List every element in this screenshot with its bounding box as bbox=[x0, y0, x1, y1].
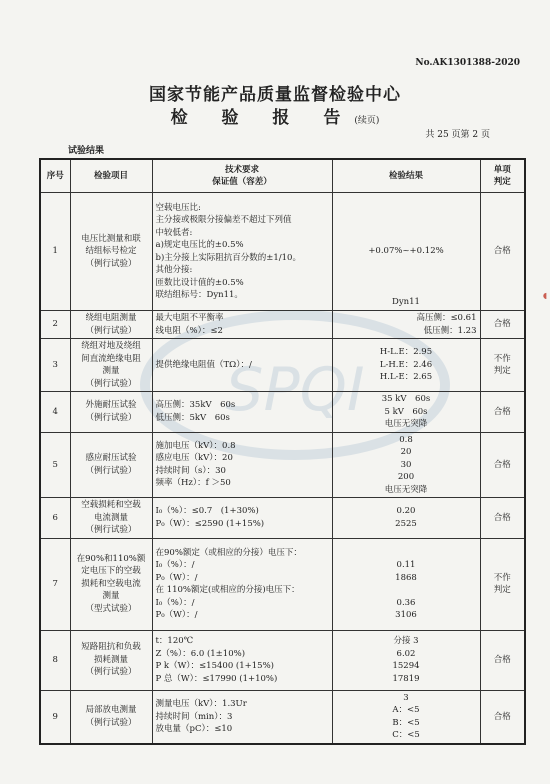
result-line: 电压无突降 bbox=[384, 484, 428, 495]
requirement-line: 空载电压比: bbox=[155, 202, 201, 213]
requirement-line: P₀（W）：/ bbox=[155, 610, 198, 620]
requirement-line: I₀（%）：/ bbox=[155, 560, 195, 570]
row-number bbox=[40, 432, 70, 498]
requirement-line: P₀（W）：≤2590 (1+15%) bbox=[155, 518, 265, 529]
result-line: H-L.E：2.95 bbox=[379, 347, 433, 358]
result-line: 0.11 bbox=[396, 560, 416, 570]
requirement bbox=[152, 498, 332, 539]
row-number bbox=[40, 193, 70, 311]
result-line: 高压侧：≤0.61 bbox=[416, 313, 477, 323]
row-number-text: 3 bbox=[52, 359, 58, 370]
result bbox=[332, 311, 480, 339]
test-item-line: 绕组对地及绕组 bbox=[81, 341, 141, 351]
requirement-line: 在 110%额定(或相应的分接)电压下： bbox=[155, 585, 300, 595]
requirement-line: 其他分接: bbox=[155, 265, 193, 275]
requirement-line: 感应电压（kV）：20 bbox=[155, 453, 233, 464]
result-line: 6.02 bbox=[396, 648, 416, 659]
table-row bbox=[40, 498, 525, 539]
requirement-line: t：120℃ bbox=[155, 636, 194, 646]
verdict bbox=[480, 498, 525, 539]
test-item-line: （例行试验） bbox=[85, 378, 137, 389]
table-row bbox=[40, 193, 525, 311]
result-line: 0.36 bbox=[396, 597, 416, 608]
svg-text:SPQI: SPQI bbox=[225, 355, 365, 425]
requirement bbox=[152, 432, 332, 498]
requirement-line: 持续时间（s）：30 bbox=[155, 465, 226, 476]
requirement bbox=[152, 193, 332, 311]
result-line: Dyn11 bbox=[392, 296, 420, 307]
result-line: 3 bbox=[403, 692, 409, 703]
row-number-text: 5 bbox=[52, 459, 58, 470]
requirement-line: b)主分接上实际阻抗百分数的±1/10。 bbox=[155, 252, 301, 263]
test-item-line: （例行试验） bbox=[85, 525, 137, 535]
requirement-line: 中较低者: bbox=[155, 227, 193, 238]
verdict bbox=[480, 392, 525, 433]
table-row bbox=[40, 392, 525, 433]
requirement-line: P₀（W）：/ bbox=[155, 572, 198, 583]
requirement bbox=[152, 311, 332, 339]
test-item-line: 电压比测量和联 bbox=[81, 233, 141, 244]
verdict bbox=[480, 311, 525, 339]
requirement bbox=[152, 690, 332, 744]
result-line: 3106 bbox=[395, 610, 417, 620]
test-item-line: 定电压下的空载 bbox=[81, 566, 141, 577]
verdict bbox=[480, 630, 525, 690]
row-number-text: 9 bbox=[52, 711, 58, 722]
continued-label: (续页) bbox=[354, 116, 380, 126]
test-item-line: 局部放电测量 bbox=[85, 705, 137, 716]
test-item-line: 绕组电阻测量 bbox=[85, 313, 137, 323]
table-row bbox=[40, 339, 525, 392]
test-item-line: （例行试验） bbox=[85, 412, 137, 423]
verdict bbox=[480, 193, 525, 311]
test-item-line: （例行试验） bbox=[85, 717, 137, 728]
table-row bbox=[40, 630, 525, 690]
report-title: 国家节能产品质量监督检验中心 bbox=[149, 85, 401, 105]
result-line: 分接 3 bbox=[393, 636, 419, 646]
col-no-header: 序号 bbox=[40, 159, 70, 193]
result-line: 低压侧：1.23 bbox=[423, 325, 477, 336]
result-line: 35 kV 60s bbox=[381, 394, 431, 404]
requirement-line: P k（W）：≤15400 (1+15%) bbox=[155, 661, 274, 671]
result-line: 电压无突降 bbox=[384, 419, 428, 429]
verdict bbox=[480, 538, 525, 630]
row-number bbox=[40, 339, 70, 392]
requirement-line: 联结组标号：Dyn11。 bbox=[155, 290, 243, 300]
row-number bbox=[40, 690, 70, 744]
requirement bbox=[152, 538, 332, 630]
result-line: C：<5 bbox=[392, 730, 420, 741]
requirement bbox=[152, 630, 332, 690]
test-item bbox=[70, 311, 152, 339]
col-verdict-header: 单项 判定 bbox=[480, 159, 525, 193]
verdict-text: 合格 bbox=[493, 406, 511, 417]
requirement-line: 放电量（pC）：≤10 bbox=[155, 724, 233, 734]
requirement-line: a)规定电压比的±0.5% bbox=[155, 240, 244, 250]
test-item-line: （型式试验） bbox=[85, 603, 137, 614]
table-row bbox=[40, 432, 525, 498]
red-stamp-edge: ◖ bbox=[540, 290, 550, 300]
col-result-header: 检验结果 bbox=[332, 159, 480, 193]
result bbox=[332, 630, 480, 690]
verdict-text: 合格 bbox=[493, 512, 511, 523]
test-item bbox=[70, 690, 152, 744]
requirement bbox=[152, 339, 332, 392]
result-line: +0.07%~+0.12% bbox=[368, 246, 444, 256]
row-number-text: 6 bbox=[52, 512, 58, 523]
report-number: No.AK1301388-2020 bbox=[415, 58, 520, 68]
verdict-text: 不作 判定 bbox=[493, 572, 511, 595]
requirement-line: 提供绝缘电阻值（TΩ）：/ bbox=[155, 359, 252, 370]
test-item bbox=[70, 392, 152, 433]
result-line: 5 kV 60s bbox=[384, 406, 428, 417]
test-item bbox=[70, 630, 152, 690]
result-line: 0.8 bbox=[399, 434, 413, 445]
verdict-text: 合格 bbox=[493, 246, 511, 257]
row-number bbox=[40, 538, 70, 630]
requirement-line: 匝数比设计值的±0.5% bbox=[155, 277, 244, 288]
requirement-line: 低压侧：5kV 60s bbox=[155, 412, 230, 423]
row-number bbox=[40, 392, 70, 433]
verdict-text: 不作 判定 bbox=[493, 353, 511, 376]
test-item-line: 测量 bbox=[102, 591, 120, 602]
requirement-line: 频率（Hz）：f ＞50 bbox=[155, 478, 231, 489]
result-line: 15294 bbox=[392, 661, 420, 671]
requirement-line: 施加电压（kV）：0.8 bbox=[155, 440, 236, 451]
test-item-line: （例行试验） bbox=[85, 325, 137, 336]
test-item bbox=[70, 339, 152, 392]
test-item bbox=[70, 498, 152, 539]
requirement-line: 持续时间（min）：3 bbox=[155, 711, 233, 722]
verdict bbox=[480, 690, 525, 744]
result-line: A：<5 bbox=[392, 705, 420, 716]
test-item-line: 间直流绝缘电阻 bbox=[81, 353, 141, 364]
section-title: 试验结果 bbox=[68, 146, 105, 156]
col-req-header: 技术要求 保证值（容差） bbox=[152, 159, 332, 193]
verdict-text: 合格 bbox=[493, 319, 511, 330]
requirement-line: 线电阻（%）：≤2 bbox=[155, 325, 223, 336]
table-body bbox=[40, 193, 525, 745]
test-item-line: 在90%和110%额 bbox=[76, 553, 146, 564]
test-item-line: 空载损耗和空载 bbox=[81, 500, 141, 510]
requirement-line: Z（%）：6.0 (1±10%) bbox=[155, 648, 246, 659]
test-item-line: 结组标号检定 bbox=[85, 246, 137, 257]
verdict-text: 合格 bbox=[493, 654, 511, 665]
test-item-line: 短路阻抗和负载 bbox=[81, 642, 141, 653]
requirement-line: 测量电压（kV）：1.3Ur bbox=[155, 699, 247, 709]
col-item-header: 检验项目 bbox=[70, 159, 152, 193]
result bbox=[332, 690, 480, 744]
row-number bbox=[40, 498, 70, 539]
verdict bbox=[480, 339, 525, 392]
requirement-line: 主分接或极限分接偏差不超过下列值 bbox=[155, 215, 292, 225]
row-number-text: 4 bbox=[52, 406, 58, 417]
row-number bbox=[40, 311, 70, 339]
requirement-line: I₀（%）：≤0.7 (1+30%) bbox=[155, 506, 259, 517]
page-info: 共 25 页第 2 页 bbox=[425, 130, 490, 140]
table-header-row bbox=[40, 159, 525, 193]
result-line: 1868 bbox=[395, 572, 417, 583]
result-line: L-H.E：2.46 bbox=[379, 359, 433, 370]
test-item-line: 电流测量 bbox=[93, 512, 128, 523]
requirement-line: 在90%额定（或相应的分接）电压下： bbox=[155, 547, 302, 558]
result bbox=[332, 538, 480, 630]
verdict-text: 合格 bbox=[493, 711, 511, 722]
requirement bbox=[152, 392, 332, 433]
test-item-line: 损耗和空载电流 bbox=[81, 578, 141, 589]
result-line: 200 bbox=[397, 472, 415, 482]
test-item-line: （例行试验） bbox=[85, 465, 137, 476]
result-line: B：<5 bbox=[392, 717, 420, 728]
subtitle-text: 检 验 报 告 bbox=[170, 108, 355, 128]
result-line: 20 bbox=[400, 447, 412, 457]
table-row bbox=[40, 311, 525, 339]
result-line bbox=[336, 584, 477, 597]
test-item bbox=[70, 193, 152, 311]
test-item bbox=[70, 432, 152, 498]
report-subtitle bbox=[0, 103, 550, 128]
result bbox=[332, 498, 480, 539]
test-item bbox=[70, 538, 152, 630]
test-item-line: （例行试验） bbox=[85, 667, 137, 678]
result bbox=[332, 432, 480, 498]
table-row bbox=[40, 690, 525, 744]
result-line: 0.20 bbox=[396, 506, 416, 517]
result-line: 30 bbox=[400, 459, 412, 470]
row-number-text: 1 bbox=[52, 246, 58, 257]
requirement-line: I₀（%）：/ bbox=[155, 597, 195, 608]
result-line bbox=[336, 547, 477, 560]
result bbox=[332, 392, 480, 433]
row-number-text: 7 bbox=[52, 578, 58, 589]
requirement-line: P 总（W）：≤17990 (1+10%) bbox=[155, 673, 278, 684]
test-item-line: 外施耐压试验 bbox=[85, 400, 137, 411]
test-item-line: 感应耐压试验 bbox=[85, 453, 137, 464]
result-line: 17819 bbox=[392, 673, 420, 684]
result bbox=[332, 339, 480, 392]
test-item-line: （例行试验） bbox=[85, 258, 137, 269]
verdict bbox=[480, 432, 525, 498]
table-row bbox=[40, 538, 525, 630]
test-item-line: 损耗测量 bbox=[93, 654, 128, 665]
row-number-text: 2 bbox=[52, 319, 58, 330]
requirement-line: 高压侧：35kV 60s bbox=[155, 400, 236, 411]
row-number bbox=[40, 630, 70, 690]
result bbox=[332, 193, 480, 311]
result-line: 2525 bbox=[395, 518, 417, 529]
result-line: H.L-E：2.65 bbox=[379, 372, 433, 383]
test-item-line: 测量 bbox=[102, 366, 120, 376]
verdict-text: 合格 bbox=[493, 459, 511, 470]
row-number-text: 8 bbox=[52, 654, 58, 665]
requirement-line: 最大电阻不平衡率 bbox=[155, 313, 224, 323]
results-table bbox=[39, 158, 526, 745]
